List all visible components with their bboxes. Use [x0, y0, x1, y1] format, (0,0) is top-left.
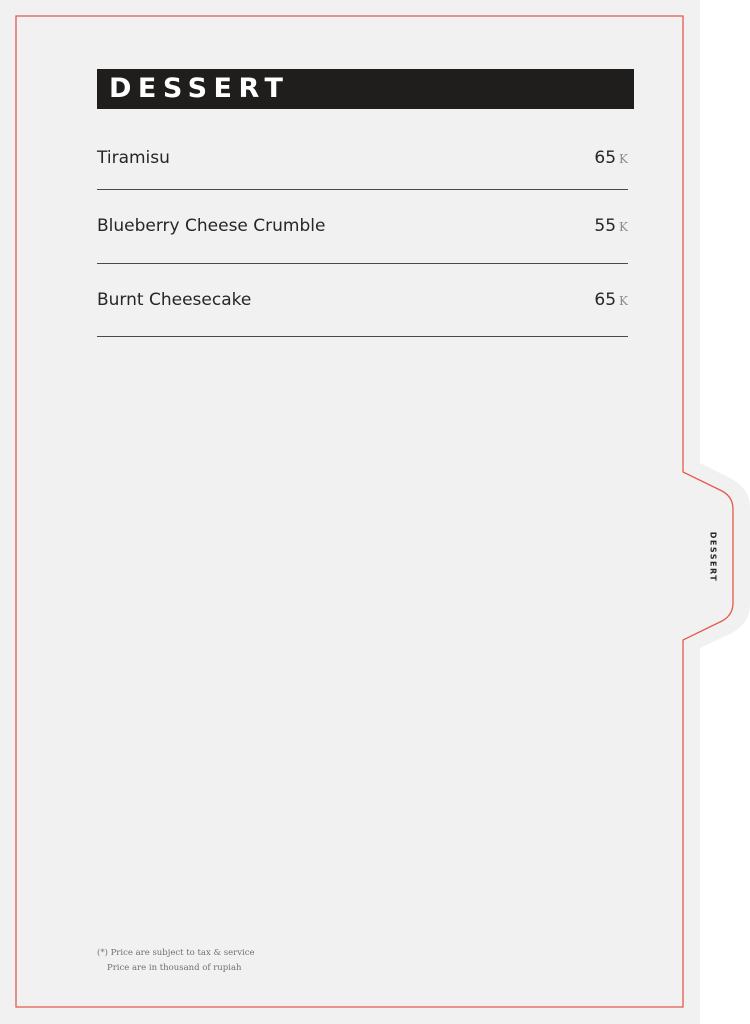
item-price [594, 290, 628, 311]
price-unit: K [619, 220, 628, 234]
item-name: Tiramisu [97, 148, 170, 168]
price-value: 65 [594, 148, 617, 168]
price-value: 55 [594, 216, 617, 236]
menu-item [97, 216, 628, 236]
section-header [97, 69, 634, 109]
item-divider [97, 263, 628, 264]
section-title: DESSERT [109, 73, 290, 104]
item-name: Burnt Cheesecake [97, 290, 252, 310]
price-unit: K [619, 294, 628, 308]
item-name: Blueberry Cheese Crumble [97, 216, 326, 236]
item-divider [97, 189, 628, 190]
price-value: 65 [594, 290, 617, 310]
item-divider [97, 336, 628, 337]
price-unit: K [619, 152, 628, 166]
price-footnote [97, 946, 255, 976]
section-tab-label[interactable]: DESSERT [708, 531, 718, 583]
footnote-tax-line: (*) Price are subject to tax & service [97, 948, 255, 958]
menu-item [97, 148, 628, 168]
menu-item [97, 290, 628, 310]
footnote-currency-line: Price are in thousand of rupiah [107, 963, 242, 973]
item-price [594, 216, 628, 237]
item-price [594, 148, 628, 169]
